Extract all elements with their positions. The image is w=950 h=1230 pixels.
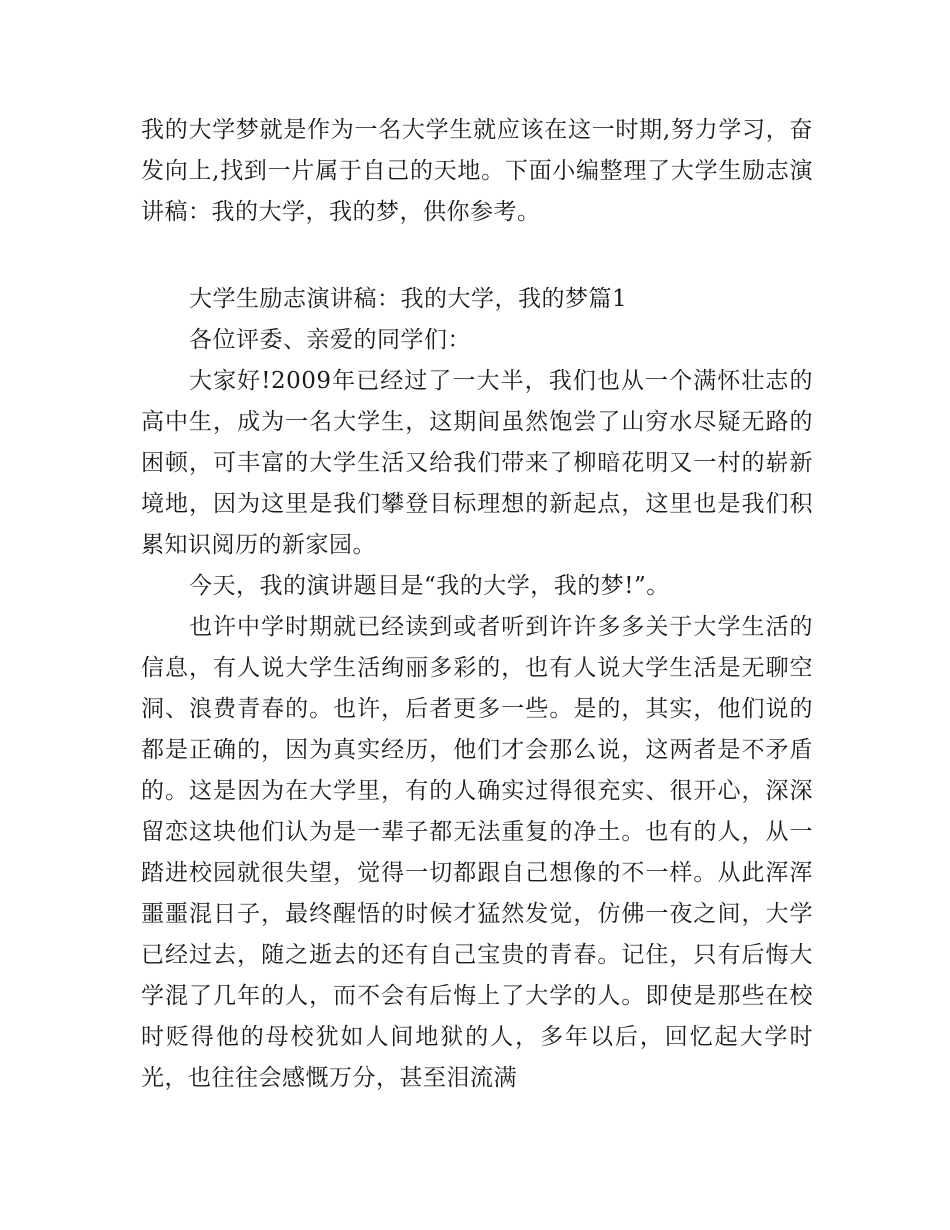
article-title: 大学生励志演讲稿：我的大学，我的梦篇1 (189, 286, 628, 312)
article-salutation: 各位评委、亲爱的同学们： (189, 327, 471, 353)
article-paragraph: 大家好!2009年已经过了一大半，我们也从一个满怀壮志的高中生，成为一名大学生，这期间虽然饱尝了山穷水尽疑无路的困顿，可丰富的大学生活又给我们带来了柳暗花明又一村的崭新境地，因为这里是我们攀登目标理想的新起点，这里也是我们积累知识阅历的新家园。 (141, 368, 813, 558)
intro-section (141, 110, 813, 233)
article-paragraph: 也许中学时期就已经读到或者听到许许多多关于大学生活的信息，有人说大学生活绚丽多彩的，也有人说大学生活是无聊空洞、浪费青春的。也许，后者更多一些。是的，其实，他们说的都是正确的，因为真实经历，他们才会那么说，这两者是不矛盾的。这是因为在大学里，有的人确实过得很充实、很开心，深深留恋这块他们认为是一辈子都无法重复的净土。也有的人，从一踏进校园就很失望，觉得一切都跟自己想像的不一样。从此浑浑噩噩混日子，最终醒悟的时候才猛然发觉，仿佛一夜之间，大学已经过去，随之逝去的还有自己宝贵的青春。记住，只有后悔大学混了几年的人，而不会有后悔上了大学的人。即使是那些在校时贬得他的母校犹如人间地狱的人，多年以后，回忆起大学时光，也往往会感慨万分，甚至泪流满 (141, 614, 813, 1091)
article-section (141, 279, 813, 1099)
intro-paragraph: 我的大学梦就是作为一名大学生就应该在这一时期,努力学习，奋发向上,找到一片属于自己的天地。下面小编整理了大学生励志演讲稿：我的大学，我的梦，供你参考。 (141, 117, 813, 225)
article-paragraph: 今天，我的演讲题目是“我的大学，我的梦!”。 (189, 573, 670, 599)
